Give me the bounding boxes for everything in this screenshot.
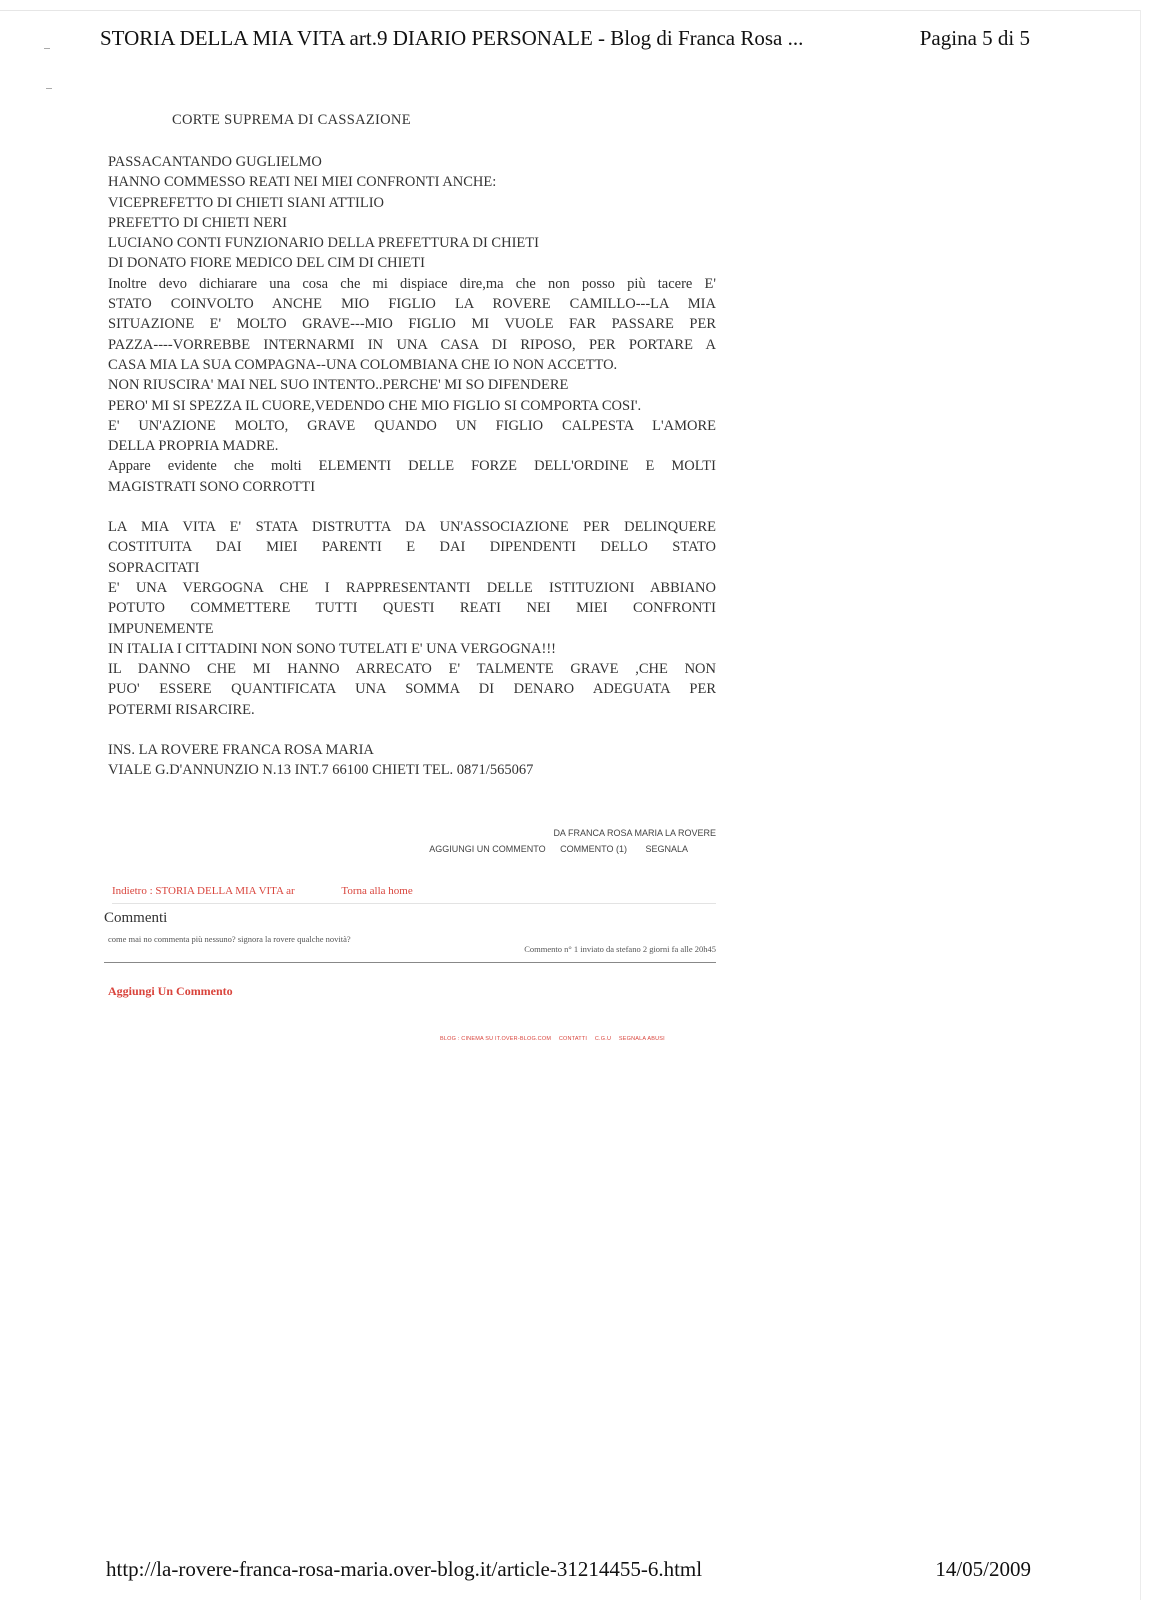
signature-address: VIALE G.D'ANNUNZIO N.13 INT.7 66100 CHIETI TEL. 0871/565067: [108, 762, 534, 779]
post-author: DA FRANCA ROSA MARIA LA ROVERE: [553, 828, 716, 838]
article-line: LA MIA VITA E' STATA DISTRUTTA DA UN'ASSOCIAZIONE PER DELINQUERE: [108, 519, 716, 536]
article-line: PUO' ESSERE QUANTIFICATA UNA SOMMA DI DENARO ADEGUATA PER: [108, 681, 716, 698]
paragraph-gap: [108, 497, 716, 517]
article-line: PREFETTO DI CHIETI NERI: [108, 214, 287, 231]
article-line: DI DONATO FIORE MEDICO DEL CIM DI CHIETI: [108, 255, 425, 272]
article-body: [108, 112, 716, 781]
add-comment-link[interactable]: AGGIUNGI UN COMMENTO: [429, 844, 546, 854]
article-line: PASSACANTANDO GUGLIELMO: [108, 154, 322, 170]
article-line: E' UNA VERGOGNA CHE I RAPPRESENTANTI DELLE ISTITUZIONI ABBIANO: [108, 579, 716, 596]
post-meta: [400, 828, 716, 854]
article-line: IL DANNO CHE MI HANNO ARRECATO E' TALMENTE GRAVE ,CHE NON: [108, 661, 716, 678]
article-line: COSTITUITA DAI MIEI PARENTI E DAI DIPENDENTI DELLO STATO: [108, 539, 716, 556]
article-line: STATO COINVOLTO ANCHE MIO FIGLIO LA ROVERE CAMILLO---LA MIA: [108, 296, 716, 313]
post-actions: [400, 844, 716, 854]
post-navigation: [112, 885, 716, 904]
page-edge: [1140, 10, 1141, 1600]
print-header-title: STORIA DELLA MIA VITA art.9 DIARIO PERSONALE - Blog di Franca Rosa ...: [100, 26, 804, 50]
article-line: IN ITALIA I CITTADINI NON SONO TUTELATI E' UNA VERGOGNA!!!: [108, 640, 556, 657]
article-line: SOPRACITATI: [108, 559, 200, 576]
article-line: Inoltre devo dichiarare una cosa che mi dispiace dire,ma che non posso più tacere E': [108, 275, 716, 292]
print-header-page: Pagina 5 di 5: [919, 26, 1030, 50]
footer-link-cgu[interactable]: C.G.U: [594, 1036, 612, 1042]
article-line: DELLA PROPRIA MADRE.: [108, 438, 279, 455]
article-line: MAGISTRATI SONO CORROTTI: [108, 478, 316, 495]
article-line: E' UN'AZIONE MOLTO, GRAVE QUANDO UN FIGLIO CALPESTA L'AMORE: [108, 417, 716, 434]
print-footer-url: http://la-rovere-franca-rosa-maria.over-blog.it/article-31214455-6.html: [106, 1557, 703, 1581]
back-link[interactable]: Indietro : STORIA DELLA MIA VITA ar: [112, 885, 295, 897]
scan-mark: [46, 88, 52, 89]
article-line: NON RIUSCIRA' MAI NEL SUO INTENTO..PERCHE' MI SO DIFENDERE: [108, 377, 569, 394]
signature-name: INS. LA ROVERE FRANCA ROSA MARIA: [108, 742, 374, 759]
article-line: VICEPREFETTO DI CHIETI SIANI ATTILIO: [108, 194, 385, 211]
scan-mark: [44, 48, 50, 49]
article-line: SITUAZIONE E' MOLTO GRAVE---MIO FIGLIO MI VUOLE FAR PASSARE PER: [108, 316, 716, 333]
article-line: Appare evidente che molti ELEMENTI DELLE FORZE DELL'ORDINE E MOLTI: [108, 458, 716, 475]
article-line: POTERMI RISARCIRE.: [108, 701, 255, 718]
court-title: CORTE SUPREMA DI CASSAZIONE: [172, 112, 411, 128]
article-line: PERO' MI SI SPEZZA IL CUORE,VEDENDO CHE MIO FIGLIO SI COMPORTA COSI'.: [108, 397, 642, 414]
footer-links: [440, 1036, 700, 1042]
report-link[interactable]: SEGNALA: [645, 844, 688, 854]
comment-divider: [104, 962, 716, 963]
signature-block: [108, 740, 716, 781]
article-line: CASA MIA LA SUA COMPAGNA--UNA COLOMBIANA CHE IO NON ACCETTO.: [108, 356, 618, 373]
footer-link-blog[interactable]: BLOG : CINEMA SU IT.OVER-BLOG.COM: [440, 1036, 552, 1042]
comment-meta: Commento n° 1 inviato da stefano 2 giorni fa alle 20h45: [524, 944, 716, 954]
print-footer: [106, 1557, 1031, 1582]
article-line: PAZZA----VORREBBE INTERNARMI IN UNA CASA DI RIPOSO, PER PORTARE A: [108, 336, 716, 353]
footer-link-contacts[interactable]: CONTATTI: [558, 1036, 588, 1042]
print-header: [100, 26, 1030, 51]
footer-link-abuse[interactable]: SEGNALA ABUSI: [618, 1036, 665, 1042]
comment-text: come mai no commenta più nessuno? signora la rovere qualche novità?: [108, 934, 351, 944]
comments-title: Commenti: [104, 910, 168, 926]
print-footer-date: 14/05/2009: [935, 1557, 1031, 1581]
add-comment-button[interactable]: Aggiungi Un Commento: [108, 984, 233, 998]
article-line: LUCIANO CONTI FUNZIONARIO DELLA PREFETTURA DI CHIETI: [108, 235, 539, 252]
article-line: HANNO COMMESSO REATI NEI MIEI CONFRONTI ANCHE:: [108, 174, 497, 191]
comments-count-link[interactable]: COMMENTO (1): [560, 844, 627, 854]
home-link[interactable]: Torna alla home: [341, 885, 413, 897]
page-edge: [0, 10, 1140, 11]
article-line: IMPUNEMENTE: [108, 620, 214, 637]
article-line: POTUTO COMMETTERE TUTTI QUESTI REATI NEI MIEI CONFRONTI: [108, 600, 716, 617]
